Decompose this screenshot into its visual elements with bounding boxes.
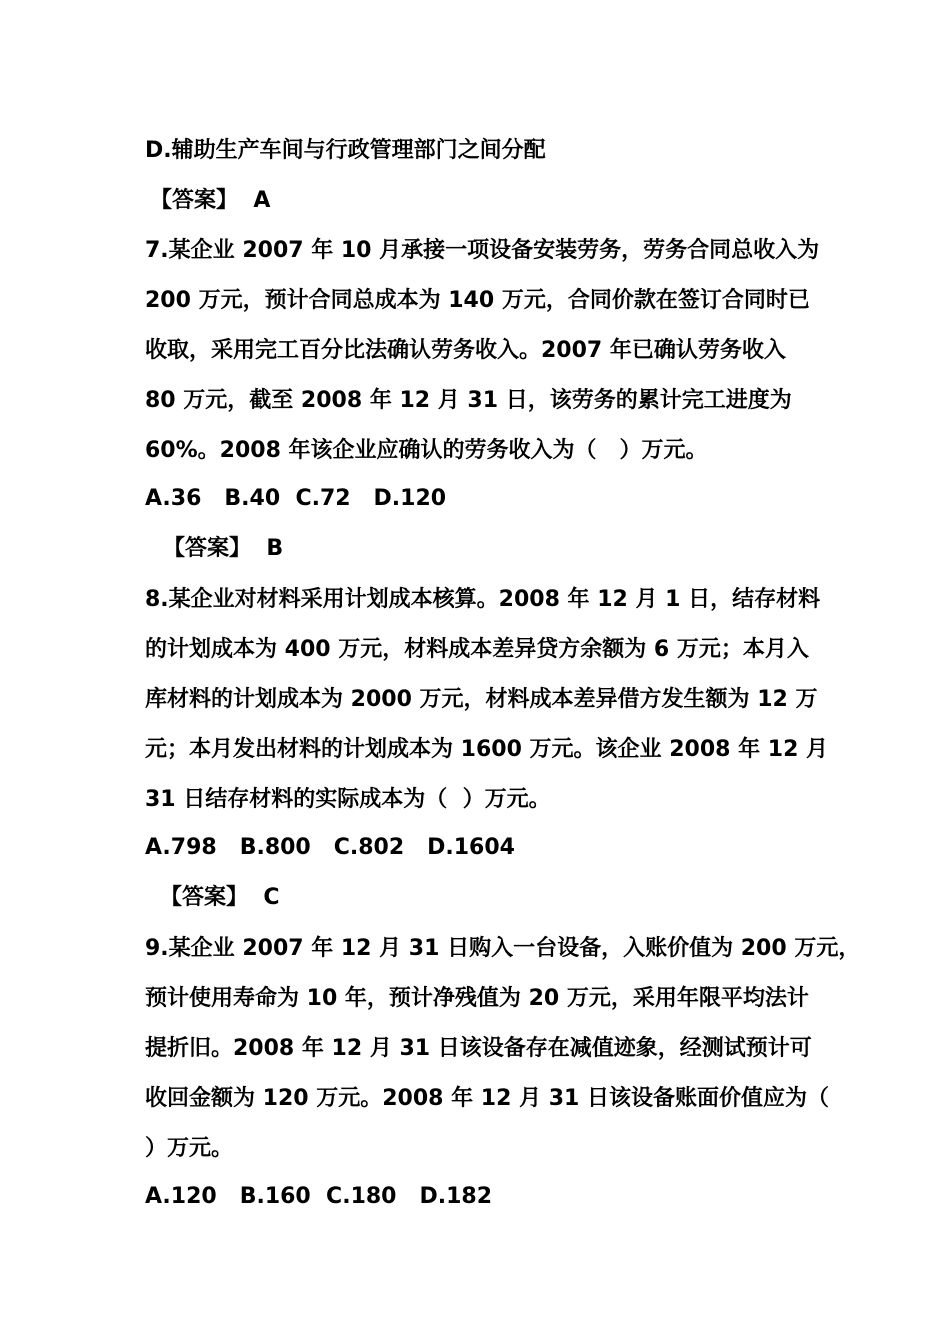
q8-line-2: 的计划成本为 400 万元，材料成本差异贷方余额为 6 万元；本月入 [145,637,809,662]
q8-options: A.798 B.800 C.802 D.1604 [145,835,515,860]
q8-line-4: 元；本月发出材料的计划成本为 1600 万元。该企业 2008 年 12 月 [145,737,829,762]
q9-line-1: 9.某企业 2007 年 12 月 31 日购入一台设备，入账价值为 200 万元， [145,936,861,961]
q9-line-3: 提折旧。2008 年 12 月 31 日该设备存在减值迹象，经测试预计可 [145,1036,812,1061]
q8-line-5: 31 日结存材料的实际成本为（ ）万元。 [145,787,551,812]
q8-answer: 【答案】 C [160,885,280,910]
q7-line-5: 60%。2008 年该企业应确认的劳务收入为（ ）万元。 [145,438,708,463]
q9-line-2: 预计使用寿命为 10 年，预计净残值为 20 万元，采用年限平均法计 [145,986,809,1011]
q7-options: A.36 B.40 C.72 D.120 [145,486,447,511]
q8-line-1: 8.某企业对材料采用计划成本核算。2008 年 12 月 1 日，结存材料 [145,587,821,612]
q7-answer: 【答案】 B [163,536,284,561]
q7-line-4: 80 万元，截至 2008 年 12 月 31 日，该劳务的累计完工进度为 [145,388,792,413]
q7-line-1: 7.某企业 2007 年 10 月承接一项设备安装劳务，劳务合同总收入为 [145,238,820,263]
q8-line-3: 库材料的计划成本为 2000 万元，材料成本差异借方发生额为 12 万 [145,687,818,712]
q6-option-d: D.辅助生产车间与行政管理部门之间分配 [145,138,546,163]
q7-line-2: 200 万元，预计合同总成本为 140 万元，合同价款在签订合同时已 [145,288,810,313]
q9-options: A.120 B.160 C.180 D.182 [145,1184,493,1209]
q9-line-5: ）万元。 [145,1136,234,1161]
q6-answer: 【答案】 A [150,188,271,213]
q9-line-4: 收回金额为 120 万元。2008 年 12 月 31 日该设备账面价值应为（ [145,1086,829,1111]
q7-line-3: 收取，采用完工百分比法确认劳务收入。2007 年已确认劳务收入 [145,338,786,363]
